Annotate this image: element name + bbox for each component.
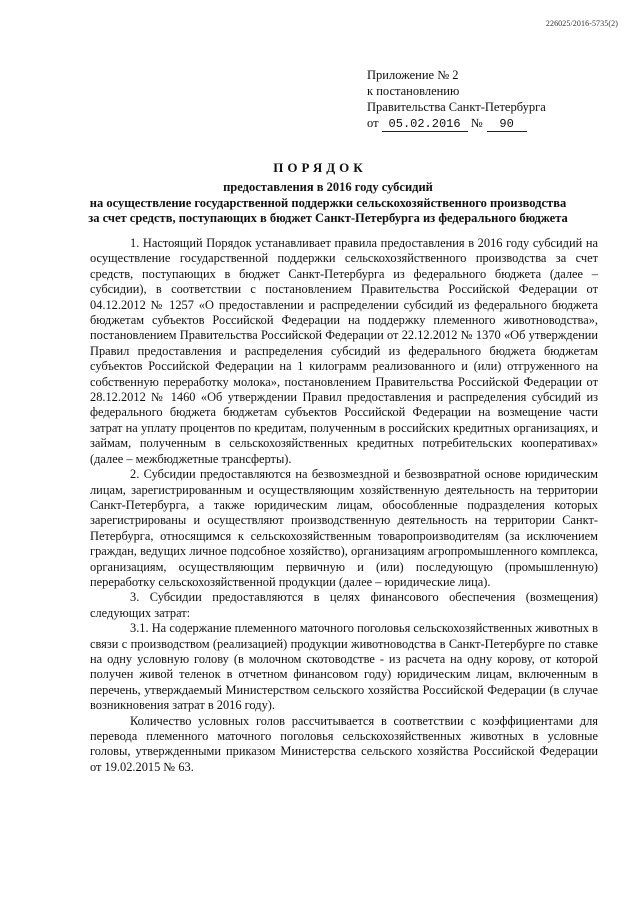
- appendix-line-3: Правительства Санкт-Петербурга: [367, 100, 546, 114]
- document-number: 226025/2016-5735(2): [545, 19, 618, 28]
- subtitle-line-1: предоставления в 2016 году субсидий: [223, 180, 433, 194]
- appendix-date-line: [367, 115, 546, 132]
- resolution-date: 05.02.2016: [382, 118, 468, 132]
- paragraph-2: 2. Субсидии предоставляются на безвозмездной и безвозвратной основе юридическим лицам, зарегистрированным и осуществляющим хозяйственную деятельность на территории Санкт-Петербурга, а также юридическим лицам, обособленные подразделения которых зарегистрированы и осуществляют производственную деятельность на территории Санкт-Петербурга, относящимся к сельскохозяйственным товаропроизводителям (за исключением граждан, ведущих личное подсобное хозяйство), организациям агропромышленного комплекса, организациям, осуществляющим первичную и (или) последующую (промышленную) переработку сельскохозяйственной продукции (далее – юридические лица).: [90, 467, 598, 589]
- date-prefix: от: [367, 116, 379, 130]
- document-body: [90, 236, 598, 775]
- subtitle-line-2: на осуществление государственной поддержки сельскохозяйственного производства: [89, 195, 567, 210]
- resolution-number: 90: [487, 118, 527, 132]
- document-subtitle: [60, 180, 596, 227]
- paragraph-3-1: 3.1. На содержание племенного маточного поголовья сельскохозяйственных животных в связи с производством (реализацией) продукции животноводства в Санкт-Петербурге по ставке на одну условную голову (в молочном скотоводстве - из расчета на одну корову, от которой получен живой теленок в отчетном финансовом году) юридическим лицам, включенным в перечень, утверждаемый Министерством сельского хозяйства Российской Федерации (в случае возникновения затрат в 2016 году).: [90, 621, 598, 713]
- appendix-line-1: Приложение № 2: [367, 68, 459, 82]
- paragraph-3: 3. Субсидии предоставляются в целях финансового обеспечения (возмещения) следующих затрат:: [90, 590, 598, 620]
- appendix-line-2: к постановлению: [367, 84, 460, 98]
- paragraph-1: 1. Настоящий Порядок устанавливает правила предоставления в 2016 году субсидий на осуществление государственной поддержки сельскохозяйственного производства за счет средств, поступающих в бюджет Санкт-Петербурга из федерального бюджета (далее – субсидии), в соответствии с постановлением Правительства Российской Федерации от 04.12.2012 № 1257 «О предоставлении и распределении субсидий из федерального бюджета бюджетам субъектов Российской Федерации на поддержку племенного животноводства», постановлением Правительства Российской Федерации от 22.12.2012 № 1370 «Об утверждении Правил предоставления и распределения субсидий из федерального бюджета бюджетам субъектов Российской Федерации на 1 килограмм реализованного и (или) отгруженного на собственную переработку молока», постановлением Правительства Российской Федерации от 28.12.2012 № 1460 «Об утверждении Правил предоставления и распределения субсидий из федерального бюджета бюджетам субъектов Российской Федерации на возмещение части затрат на уплату процентов по кредитам, полученным в российских кредитных организациях, и займам, полученным в сельскохозяйственных кредитных потребительских кооперативах» (далее – межбюджетные трансферты).: [90, 236, 598, 466]
- document-title: ПОРЯДОК: [273, 160, 367, 175]
- subtitle-line-3: за счет средств, поступающих в бюджет Санкт-Петербурга из федерального бюджета: [88, 211, 568, 225]
- appendix-block: [367, 67, 546, 132]
- paragraph-conversion: Количество условных голов рассчитывается в соответствии с коэффициентами для перевода племенного маточного поголовья сельскохозяйственных животных в условные головы, утвержденными приказом Министерства сельского хозяйства Российской Федерации от 19.02.2015 № 63.: [90, 713, 598, 774]
- number-sign: №: [470, 116, 483, 130]
